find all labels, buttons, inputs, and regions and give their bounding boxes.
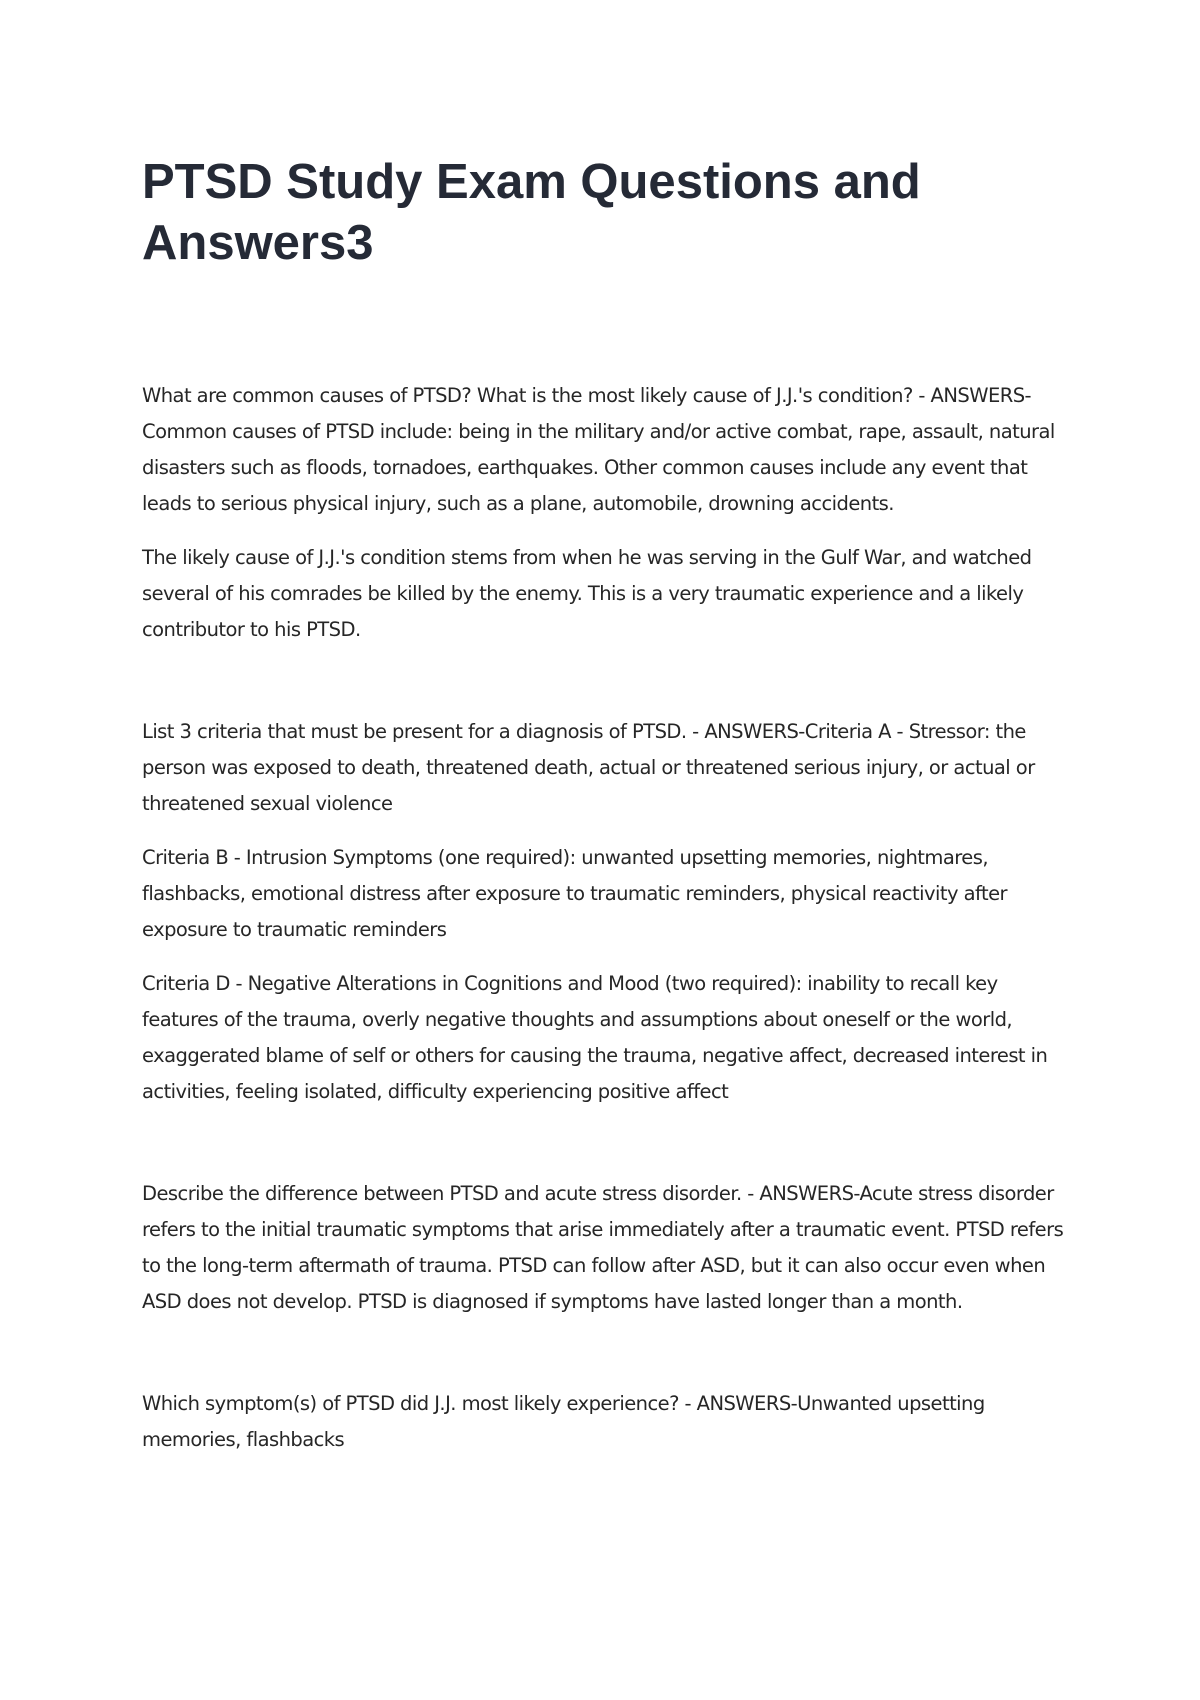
qa-paragraph: Describe the difference between PTSD and acute stress disorder. - ANSWERS-Acute stress disorder refers to the initial traumatic symptoms that arise immediately after a traumatic event. PTSD refers to the long-term aftermath of trauma. PTSD can follow after ASD, but it can also occur even when ASD does not develop. PTSD is diagnosed if symptoms have lasted longer than a month. bbox=[142, 1182, 1064, 1313]
qa-paragraph: Criteria B - Intrusion Symptoms (one required): unwanted upsetting memories, nightmares, flashbacks, emotional distress after exposure to traumatic reminders, physical reactivity after exposure to traumatic reminders bbox=[142, 846, 1007, 941]
qa-block-symptoms bbox=[142, 1386, 1067, 1458]
qa-block-asd-difference bbox=[142, 1176, 1067, 1320]
qa-block-criteria bbox=[142, 714, 1067, 1110]
qa-paragraph: What are common causes of PTSD? What is the most likely cause of J.J.'s condition? - ANSWERS-Common causes of PTSD include: being in the military and/or active combat, rape, assault, natural disasters such as floods, tornadoes, earthquakes. Other common causes include any event that leads to serious physical injury, such as a plane, automobile, drowning accidents. bbox=[142, 384, 1055, 515]
qa-paragraph: Which symptom(s) of PTSD did J.J. most likely experience? - ANSWERS-Unwanted upsetting memories, flashbacks bbox=[142, 1392, 985, 1451]
document-title: PTSD Study Exam Questions and Answers3 bbox=[142, 155, 921, 270]
document-body bbox=[142, 378, 1067, 1524]
qa-block-causes bbox=[142, 378, 1067, 648]
qa-paragraph: Criteria D - Negative Alterations in Cognitions and Mood (two required): inability to recall key features of the trauma, overly negative thoughts and assumptions about oneself or the world, exaggerated blame of self or others for causing the trauma, negative affect, decreased interest in activities, feeling isolated, difficulty experiencing positive affect bbox=[142, 972, 1048, 1103]
qa-paragraph: The likely cause of J.J.'s condition stems from when he was serving in the Gulf War, and watched several of his comrades be killed by the enemy. This is a very traumatic experience and a likely contributor to his PTSD. bbox=[142, 546, 1032, 641]
qa-paragraph: List 3 criteria that must be present for a diagnosis of PTSD. - ANSWERS-Criteria A - Stressor: the person was exposed to death, threatened death, actual or threatened serious injury, or actual or threatened sexual violence bbox=[142, 720, 1035, 815]
